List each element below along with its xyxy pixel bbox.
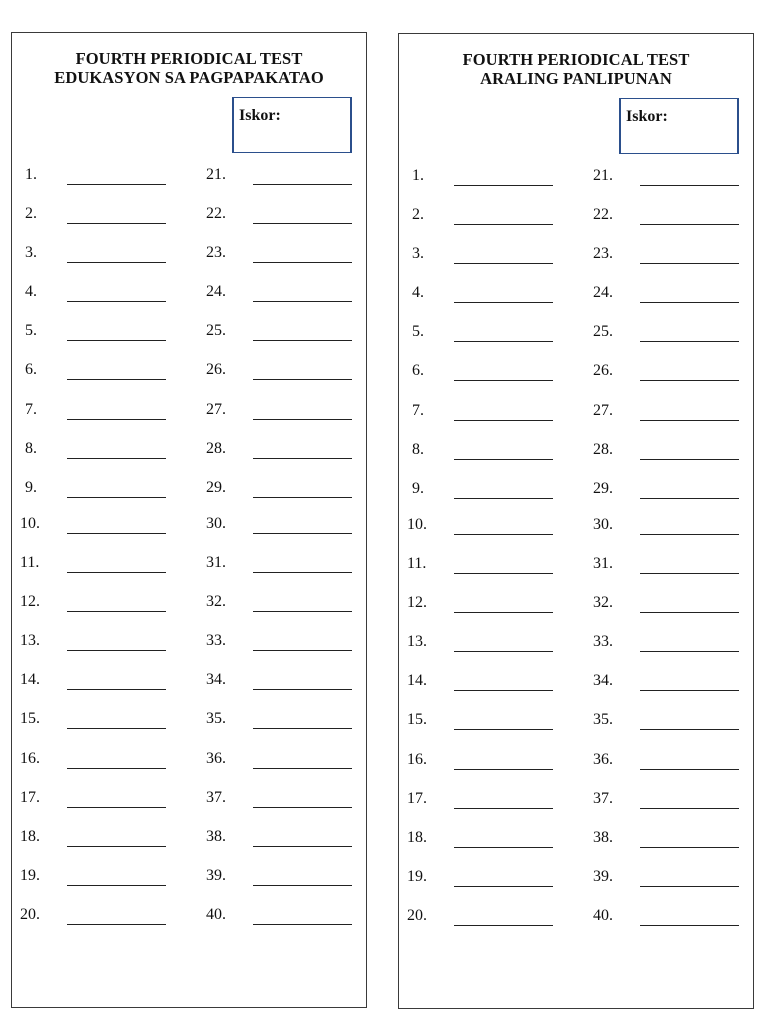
answer-blank[interactable] bbox=[253, 846, 352, 847]
answer-blank[interactable] bbox=[454, 690, 553, 691]
answer-blank[interactable] bbox=[454, 769, 553, 770]
item-number: 33. bbox=[206, 632, 226, 649]
answer-row bbox=[12, 904, 366, 926]
answer-row bbox=[399, 788, 753, 810]
answer-sheet-esp bbox=[11, 32, 367, 1008]
item-number: 25. bbox=[593, 323, 613, 340]
item-number: 12. bbox=[407, 594, 427, 611]
item-number: 27. bbox=[206, 401, 226, 418]
answer-blank[interactable] bbox=[454, 380, 553, 381]
answer-row bbox=[399, 631, 753, 653]
item-number: 18. bbox=[407, 829, 427, 846]
answer-row bbox=[399, 243, 753, 265]
answer-blank[interactable] bbox=[640, 729, 739, 730]
answer-blank[interactable] bbox=[253, 458, 352, 459]
answer-blank[interactable] bbox=[253, 807, 352, 808]
item-number: 20. bbox=[20, 906, 40, 923]
answer-blank[interactable] bbox=[67, 924, 166, 925]
answer-sheet-ap bbox=[398, 33, 754, 1009]
answer-row bbox=[399, 439, 753, 461]
answer-blank[interactable] bbox=[253, 572, 352, 573]
answer-blank[interactable] bbox=[640, 886, 739, 887]
item-number: 5. bbox=[25, 322, 37, 339]
answer-row bbox=[399, 400, 753, 422]
item-number: 2. bbox=[25, 205, 37, 222]
answer-blank[interactable] bbox=[640, 573, 739, 574]
answer-blank[interactable] bbox=[640, 847, 739, 848]
item-number: 28. bbox=[206, 440, 226, 457]
answer-blank[interactable] bbox=[454, 459, 553, 460]
answer-blank[interactable] bbox=[67, 885, 166, 886]
answer-row bbox=[12, 477, 366, 499]
item-number: 38. bbox=[206, 828, 226, 845]
answer-blank[interactable] bbox=[67, 572, 166, 573]
answer-row bbox=[12, 552, 366, 574]
answer-row bbox=[399, 670, 753, 692]
answer-blank[interactable] bbox=[454, 420, 553, 421]
item-number: 28. bbox=[593, 441, 613, 458]
answer-blank[interactable] bbox=[454, 925, 553, 926]
answer-blank[interactable] bbox=[253, 301, 352, 302]
item-number: 7. bbox=[412, 402, 424, 419]
item-number: 30. bbox=[593, 516, 613, 533]
answer-blank[interactable] bbox=[640, 690, 739, 691]
item-number: 33. bbox=[593, 633, 613, 650]
item-number: 16. bbox=[20, 750, 40, 767]
answer-blank[interactable] bbox=[640, 498, 739, 499]
answer-blank[interactable] bbox=[640, 769, 739, 770]
score-label: Iskor: bbox=[626, 108, 668, 125]
answer-blank[interactable] bbox=[67, 379, 166, 380]
item-number: 24. bbox=[593, 284, 613, 301]
answer-row bbox=[399, 282, 753, 304]
answer-row bbox=[12, 787, 366, 809]
answer-blank[interactable] bbox=[454, 224, 553, 225]
answer-blank[interactable] bbox=[454, 612, 553, 613]
item-number: 25. bbox=[206, 322, 226, 339]
answer-row bbox=[399, 905, 753, 927]
answer-blank[interactable] bbox=[454, 808, 553, 809]
answer-grid bbox=[12, 33, 366, 1007]
answer-row bbox=[399, 478, 753, 500]
item-number: 29. bbox=[593, 480, 613, 497]
answer-row bbox=[12, 513, 366, 535]
answer-blank[interactable] bbox=[67, 689, 166, 690]
answer-row bbox=[12, 826, 366, 848]
item-number: 13. bbox=[407, 633, 427, 650]
answer-row bbox=[399, 749, 753, 771]
answer-row bbox=[399, 204, 753, 226]
answer-blank[interactable] bbox=[67, 340, 166, 341]
answer-blank[interactable] bbox=[640, 380, 739, 381]
item-number: 29. bbox=[206, 479, 226, 496]
title-line-subject: EDUKASYON SA PAGPAPAKATAO bbox=[54, 68, 324, 87]
item-number: 40. bbox=[593, 907, 613, 924]
item-number: 32. bbox=[206, 593, 226, 610]
item-number: 17. bbox=[407, 790, 427, 807]
answer-blank[interactable] bbox=[67, 184, 166, 185]
item-number: 19. bbox=[20, 867, 40, 884]
answer-blank[interactable] bbox=[67, 650, 166, 651]
answer-row bbox=[12, 630, 366, 652]
answer-row bbox=[12, 281, 366, 303]
item-number: 31. bbox=[593, 555, 613, 572]
item-number: 12. bbox=[20, 593, 40, 610]
answer-blank[interactable] bbox=[253, 340, 352, 341]
answer-blank[interactable] bbox=[454, 651, 553, 652]
answer-blank[interactable] bbox=[253, 533, 352, 534]
answer-blank[interactable] bbox=[454, 729, 553, 730]
item-number: 2. bbox=[412, 206, 424, 223]
item-number: 20. bbox=[407, 907, 427, 924]
item-number: 3. bbox=[25, 244, 37, 261]
answer-row bbox=[399, 321, 753, 343]
answer-row bbox=[12, 164, 366, 186]
answer-row bbox=[12, 708, 366, 730]
answer-row bbox=[399, 827, 753, 849]
answer-blank[interactable] bbox=[640, 651, 739, 652]
item-number: 14. bbox=[20, 671, 40, 688]
answer-blank[interactable] bbox=[640, 185, 739, 186]
item-number: 36. bbox=[593, 751, 613, 768]
item-number: 8. bbox=[412, 441, 424, 458]
answer-row bbox=[399, 514, 753, 536]
answer-blank[interactable] bbox=[640, 263, 739, 264]
answer-blank[interactable] bbox=[67, 262, 166, 263]
title-line-subject: ARALING PANLIPUNAN bbox=[480, 69, 672, 88]
answer-blank[interactable] bbox=[454, 534, 553, 535]
item-number: 23. bbox=[593, 245, 613, 262]
item-number: 27. bbox=[593, 402, 613, 419]
item-number: 36. bbox=[206, 750, 226, 767]
item-number: 4. bbox=[412, 284, 424, 301]
answer-blank[interactable] bbox=[640, 612, 739, 613]
answer-row bbox=[399, 709, 753, 731]
item-number: 15. bbox=[407, 711, 427, 728]
item-number: 11. bbox=[20, 554, 40, 571]
answer-blank[interactable] bbox=[253, 689, 352, 690]
answer-blank[interactable] bbox=[454, 886, 553, 887]
item-number: 22. bbox=[206, 205, 226, 222]
item-number: 40. bbox=[206, 906, 226, 923]
item-number: 11. bbox=[407, 555, 427, 572]
answer-blank[interactable] bbox=[253, 924, 352, 925]
answer-blank[interactable] bbox=[454, 573, 553, 574]
answer-blank[interactable] bbox=[67, 497, 166, 498]
item-number: 5. bbox=[412, 323, 424, 340]
item-number: 6. bbox=[25, 361, 37, 378]
item-number: 3. bbox=[412, 245, 424, 262]
item-number: 8. bbox=[25, 440, 37, 457]
answer-row bbox=[12, 203, 366, 225]
answer-blank[interactable] bbox=[253, 497, 352, 498]
answer-blank[interactable] bbox=[67, 533, 166, 534]
item-number: 6. bbox=[412, 362, 424, 379]
title-line-test: FOURTH PERIODICAL TEST bbox=[462, 50, 690, 69]
answer-blank[interactable] bbox=[640, 925, 739, 926]
answer-blank[interactable] bbox=[640, 341, 739, 342]
answer-blank[interactable] bbox=[67, 846, 166, 847]
item-number: 39. bbox=[206, 867, 226, 884]
answer-row bbox=[12, 359, 366, 381]
title-line-test: FOURTH PERIODICAL TEST bbox=[75, 49, 303, 68]
answer-blank[interactable] bbox=[253, 650, 352, 651]
score-label: Iskor: bbox=[239, 107, 281, 124]
answer-blank[interactable] bbox=[67, 223, 166, 224]
answer-blank[interactable] bbox=[67, 419, 166, 420]
answer-row bbox=[12, 320, 366, 342]
item-number: 26. bbox=[206, 361, 226, 378]
answer-blank[interactable] bbox=[67, 728, 166, 729]
answer-row bbox=[12, 242, 366, 264]
answer-row bbox=[399, 165, 753, 187]
item-number: 35. bbox=[593, 711, 613, 728]
answer-blank[interactable] bbox=[454, 263, 553, 264]
item-number: 30. bbox=[206, 515, 226, 532]
item-number: 21. bbox=[593, 167, 613, 184]
answer-grid bbox=[399, 34, 753, 1008]
answer-blank[interactable] bbox=[454, 302, 553, 303]
answer-blank[interactable] bbox=[67, 807, 166, 808]
item-number: 32. bbox=[593, 594, 613, 611]
answer-row bbox=[399, 592, 753, 614]
answer-blank[interactable] bbox=[640, 420, 739, 421]
item-number: 34. bbox=[206, 671, 226, 688]
answer-row bbox=[12, 748, 366, 770]
item-number: 1. bbox=[25, 166, 37, 183]
answer-blank[interactable] bbox=[253, 262, 352, 263]
item-number: 24. bbox=[206, 283, 226, 300]
answer-row bbox=[12, 438, 366, 460]
answer-blank[interactable] bbox=[640, 302, 739, 303]
answer-row bbox=[12, 591, 366, 613]
answer-blank[interactable] bbox=[67, 611, 166, 612]
item-number: 9. bbox=[25, 479, 37, 496]
answer-blank[interactable] bbox=[640, 534, 739, 535]
item-number: 13. bbox=[20, 632, 40, 649]
item-number: 15. bbox=[20, 710, 40, 727]
answer-blank[interactable] bbox=[253, 768, 352, 769]
item-number: 14. bbox=[407, 672, 427, 689]
item-number: 10. bbox=[407, 516, 427, 533]
item-number: 35. bbox=[206, 710, 226, 727]
answer-blank[interactable] bbox=[253, 184, 352, 185]
answer-blank[interactable] bbox=[454, 341, 553, 342]
answer-blank[interactable] bbox=[253, 223, 352, 224]
answer-row bbox=[399, 553, 753, 575]
item-number: 37. bbox=[593, 790, 613, 807]
item-number: 7. bbox=[25, 401, 37, 418]
item-number: 39. bbox=[593, 868, 613, 885]
answer-row bbox=[399, 360, 753, 382]
item-number: 37. bbox=[206, 789, 226, 806]
answer-row bbox=[12, 865, 366, 887]
answer-blank[interactable] bbox=[253, 419, 352, 420]
answer-blank[interactable] bbox=[640, 224, 739, 225]
answer-blank[interactable] bbox=[640, 459, 739, 460]
item-number: 26. bbox=[593, 362, 613, 379]
answer-blank[interactable] bbox=[454, 185, 553, 186]
item-number: 19. bbox=[407, 868, 427, 885]
item-number: 38. bbox=[593, 829, 613, 846]
answer-blank[interactable] bbox=[67, 458, 166, 459]
answer-blank[interactable] bbox=[454, 847, 553, 848]
answer-row bbox=[12, 399, 366, 421]
answer-blank[interactable] bbox=[253, 728, 352, 729]
item-number: 10. bbox=[20, 515, 40, 532]
item-number: 9. bbox=[412, 480, 424, 497]
answer-blank[interactable] bbox=[253, 611, 352, 612]
answer-blank[interactable] bbox=[454, 498, 553, 499]
answer-blank[interactable] bbox=[67, 301, 166, 302]
answer-blank[interactable] bbox=[253, 885, 352, 886]
answer-row bbox=[399, 866, 753, 888]
item-number: 17. bbox=[20, 789, 40, 806]
item-number: 16. bbox=[407, 751, 427, 768]
item-number: 22. bbox=[593, 206, 613, 223]
item-number: 18. bbox=[20, 828, 40, 845]
item-number: 23. bbox=[206, 244, 226, 261]
item-number: 21. bbox=[206, 166, 226, 183]
item-number: 34. bbox=[593, 672, 613, 689]
answer-blank[interactable] bbox=[640, 808, 739, 809]
item-number: 4. bbox=[25, 283, 37, 300]
answer-row bbox=[12, 669, 366, 691]
item-number: 31. bbox=[206, 554, 226, 571]
answer-blank[interactable] bbox=[253, 379, 352, 380]
item-number: 1. bbox=[412, 167, 424, 184]
answer-blank[interactable] bbox=[67, 768, 166, 769]
